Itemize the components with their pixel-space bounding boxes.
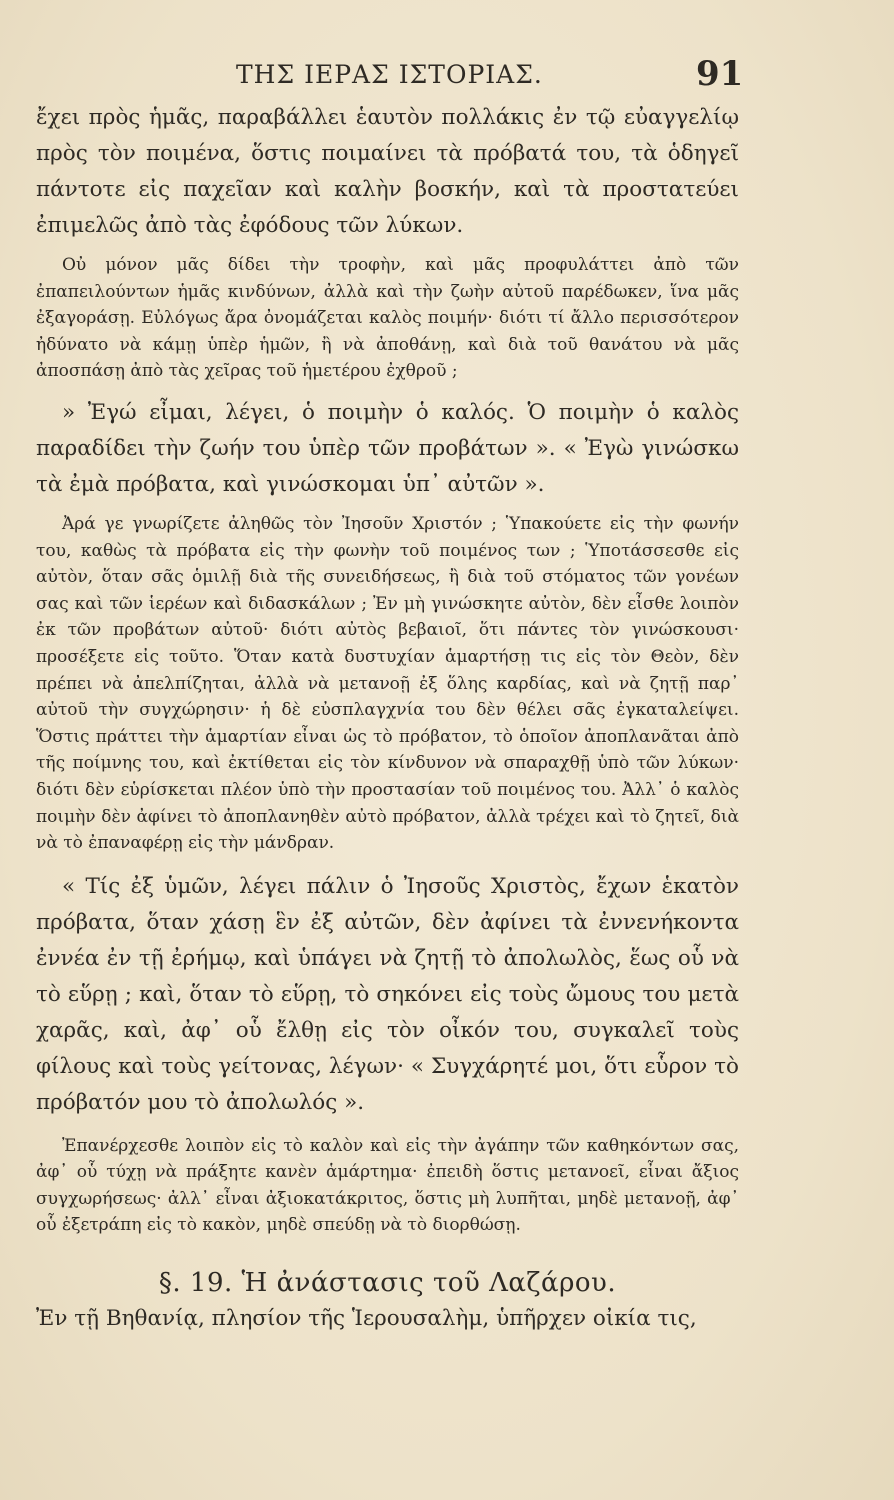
section-number: §. 19. — [158, 1268, 233, 1299]
paragraph-2: Οὐ μόνον μᾶς δίδει τὴν τροφὴν, καὶ μᾶς προφυλάττει ἀπὸ τῶν ἐπαπειλούντων ἡμᾶς κινδύνων, ἀλλὰ καὶ τὴν ζωὴν αὐτοῦ παρέδωκεν, ἵνα μᾶς ἐξαγοράσῃ. Εὐλόγως ἄρα ὀνομάζεται καλὸς ποιμήν· διότι τί ἄλλο περισσότερον ἠδύνατο νὰ κάμῃ ὑπὲρ ἡμῶν, ἢ νὰ ἀποθάνῃ, καὶ διὰ τοῦ θανάτου νὰ μᾶς ἀποσπάσῃ ἀπὸ τὰς χεῖρας τοῦ ἡμετέρου ἐχθροῦ ; — [36, 255, 739, 382]
page-header — [36, 54, 744, 98]
paragraph-4: Ἀρά γε γνωρίζετε ἀληθῶς τὸν Ἰησοῦν Χριστόν ; Ὑπακούετε εἰς τὴν φωνήν του, καθὼς τὰ πρόβατα εἰς τὴν φωνὴν τοῦ ποιμένος των ; Ὑποτάσσεσθε εἰς αὐτὸν, ὅταν σᾶς ὁμιλῇ διὰ τῆς συνειδήσεως, ἢ διὰ τοῦ στόματος τῶν γονέων σας καὶ τῶν ἱερέων καὶ διδασκάλων ; Ἐν μὴ γινώσκητε αὐτὸν, δὲν εἶσθε λοιπὸν ἐκ τῶν προβάτων αὐτοῦ· διότι αὐτὸς βεβαιοῖ, ὅτι πάντες τὸν γινώσκουσι· προσέξετε εἰς τοῦτο. Ὅταν κατὰ δυστυχίαν ἁμαρτήσῃ τις εἰς τὸν Θεὸν, δὲν πρέπει νὰ ἀπελπίζηται, ἀλλὰ νὰ μετανοῇ ἐξ ὅλης καρδίας, καὶ νὰ ζητῇ παρ᾽ αὐτοῦ τὴν συγχώρησιν· ἡ δὲ εὐσπλαγχνία του δὲν θέλει σᾶς ἐγκαταλείψει. Ὅστις πράττει τὴν ἁμαρτίαν εἶναι ὡς τὸ πρόβατον, τὸ ὁποῖον ἀποπλανᾶται ἀπὸ τῆς ποίμνης του, καὶ ἐκτίθεται εἰς τὸν κίνδυνον νὰ σπαραχθῇ ὑπὸ τῶν λύκων· διότι δὲν εὑρίσκεται πλέον ὑπὸ τὴν προστασίαν τοῦ ποιμένος του. Ἀλλ᾽ ὁ καλὸς ποιμὴν δὲν ἀφίνει τὸ ἀποπλανηθὲν αὐτὸ πρόβατον, ἀλλὰ τρέχει καὶ τὸ ζητεῖ, διὰ νὰ τὸ ἐπαναφέρῃ εἰς τὴν μάνδραν. — [36, 513, 739, 854]
body-text — [36, 100, 739, 1337]
paragraph-1: ἔχει πρὸς ἡμᾶς, παραβάλλει ἑαυτὸν πολλάκις ἐν τῷ εὐαγγελίῳ πρὸς τὸν ποιμένα, ὅστις ποιμαίνει τὰ πρόβατά του, τὰ ὁδηγεῖ πάντοτε εἰς παχεῖαν καὶ καλὴν βοσκήν, καὶ τὰ προστατεύει ἐπιμελῶς ἀπὸ τὰς ἐφόδους τῶν λύκων. — [36, 105, 739, 238]
page-number: 91 — [696, 54, 744, 94]
paragraph-5: « Τίς ἐξ ὑμῶν, λέγει πάλιν ὁ Ἰησοῦς Χριστὸς, ἔχων ἑκατὸν πρόβατα, ὅταν χάσῃ ἓν ἐξ αὐτῶν, δὲν ἀφίνει τὰ ἐννενήκοντα ἐννέα ἐν τῇ ἐρήμῳ, καὶ ὑπάγει νὰ ζητῇ τὸ ἀπολωλὸς, ἕως οὗ νὰ τὸ εὕρῃ ; καὶ, ὅταν τὸ εὕρῃ, τὸ σηκόνει εἰς τοὺς ὤμους του μετὰ χαρᾶς, καὶ, ἀφ᾽ οὗ ἔλθῃ εἰς τὸν οἶκόν του, συγκαλεῖ τοὺς φίλους καὶ τοὺς γείτονας, λέγων· « Συγχάρητέ μοι, ὅτι εὗρον τὸ πρόβατόν μου τὸ ἀπολωλός ». — [36, 873, 739, 1115]
section-title: Ἡ ἀνάστασις τοῦ Λαζάρου. — [241, 1268, 617, 1299]
section-heading — [36, 1265, 739, 1301]
paragraph-6: Ἐπανέρχεσθε λοιπὸν εἰς τὸ καλὸν καὶ εἰς τὴν ἀγάπην τῶν καθηκόντων σας, ἀφ᾽ οὗ τύχῃ νὰ πράξητε κανὲν ἁμάρτημα· ἐπειδὴ ὅστις μετανοεῖ, εἶναι ἄξιος συγχωρήσεως· ἀλλ᾽ εἶναι ἀξιοκατάκριτος, ὅστις μὴ λυπῆται, μηδὲ μετανοῇ, ἀφ᾽ οὗ ἐξετράπη εἰς τὸ κακὸν, μηδὲ σπεύδῃ νὰ τὸ διορθώσῃ. — [36, 1135, 739, 1236]
final-line: Ἐν τῇ Βηθανίᾳ, πλησίον τῆς Ἱερουσαλὴμ, ὑπῆρχεν οἰκία τις, — [36, 1306, 697, 1332]
paragraph-3: » Ἐγώ εἶμαι, λέγει, ὁ ποιμὴν ὁ καλός. Ὁ ποιμὴν ὁ καλὸς παραδίδει τὴν ζωήν του ὑπὲρ τῶν προβάτων ». « Ἐγὼ γινώσκω τὰ ἐμὰ πρόβατα, καὶ γινώσκομαι ὑπ᾽ αὐτῶν ». — [36, 399, 739, 497]
running-title: ΤΗΣ ΙΕΡΑΣ ΙΣΤΟΡΙΑΣ. — [236, 60, 543, 89]
